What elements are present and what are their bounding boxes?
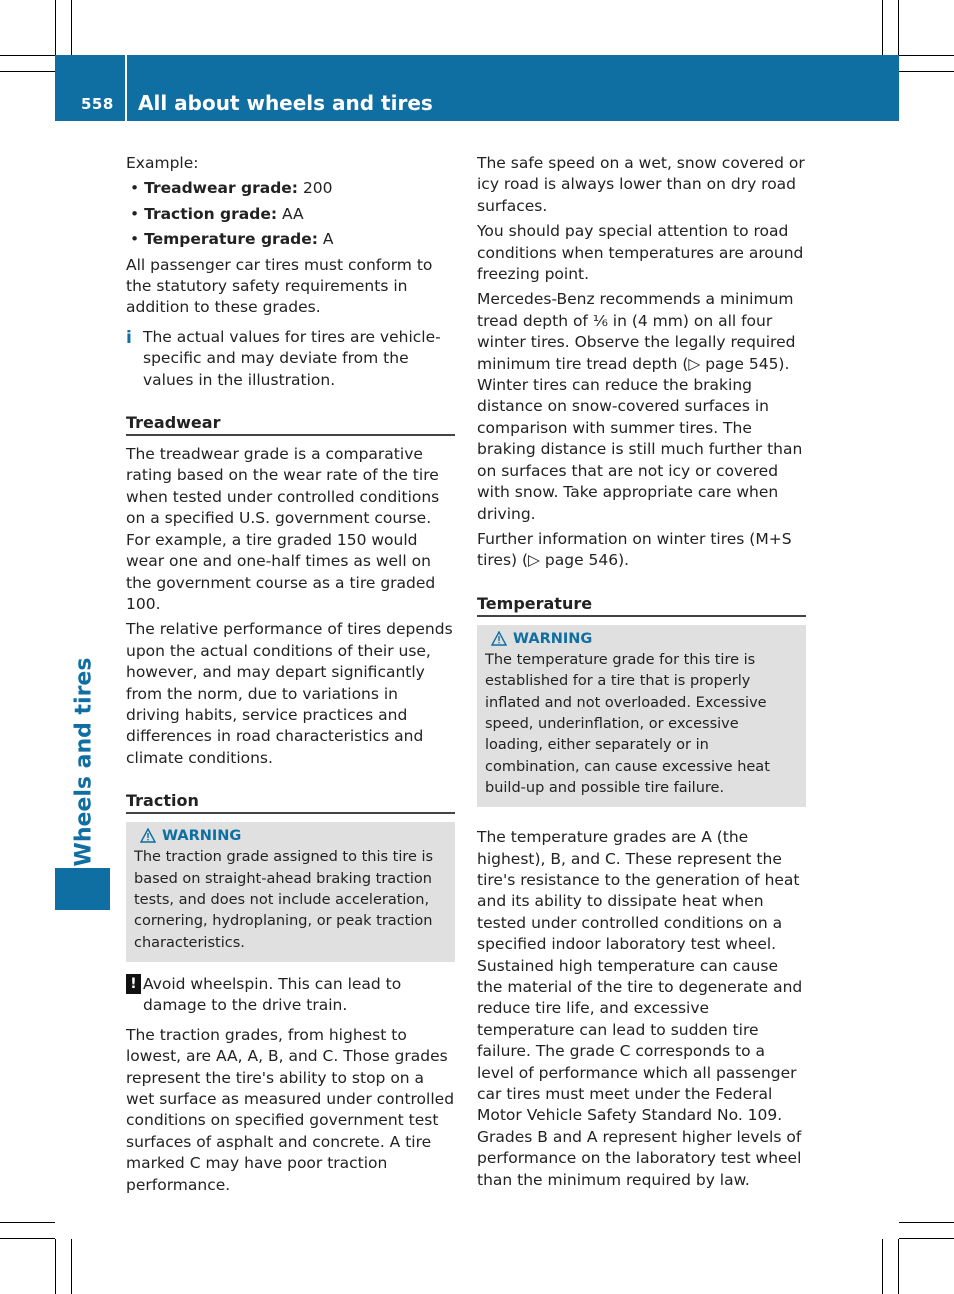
crop-mark [0, 1238, 55, 1239]
info-note-text: The actual values for tires are vehicle-specific and may deviate from the values in the illustration. [143, 327, 441, 389]
warning-header [140, 826, 447, 847]
paragraph-temperature: The temperature grades are A (the highest), B, and C. These represent the tire's resistance to the generation of heat and its ability to dissipate heat when tested under controlled conditions on a specified indoor laboratory test wheel. Sustained high temperature can cause the material of the tire to degenerate and reduce tire life, and excessive temperature can lead to sudden tire failure. The grade C corresponds to a level of performance which all passenger car tires must meet under the Federal Motor Vehicle Safety Standard No. 109. Grades B and A represent higher levels of performance on the laboratory test wheel than the minimum required by law. [477, 828, 803, 1189]
exclamation-icon: ! [126, 974, 141, 994]
crop-mark [0, 71, 55, 72]
crop-mark [55, 0, 56, 55]
paragraph-safe-speed: The safe speed on a wet, snow covered or icy road is always lower than on dry road surfaces. [477, 154, 805, 215]
right-column [477, 153, 806, 1195]
crop-mark [882, 0, 883, 55]
paragraph-traction: The traction grades, from highest to lowest, are AA, A, B, and C. Those grades represent the tire's ability to stop on a wet surface as measured under controlled conditions on specified government test surfaces of asphalt and concrete. A tire marked C may have poor traction performance. [126, 1025, 455, 1194]
section-heading-traction: Traction [126, 791, 455, 814]
info-note [126, 327, 455, 391]
warning-text: The temperature grade for this tire is established for a tire that is properly inflated and not overloaded. Excessive speed, underinflation, or excessive loading, either separately or in combination, can cause excessive heat build-up and possible tire failure. [485, 652, 770, 796]
crop-mark [899, 55, 954, 56]
bullet-value: AA [281, 204, 304, 223]
warning-text: The traction grade assigned to this tire is based on straight-ahead braking traction tests, and does not include acceleration, cornering, hydroplaning, or peak traction characteristics. [134, 849, 434, 951]
crop-mark [0, 1222, 55, 1223]
crop-mark [899, 71, 954, 72]
page-title: All about wheels and tires [138, 91, 433, 115]
list-item: • Traction grade: AA [130, 204, 304, 223]
warning-box-traction [126, 822, 455, 962]
bullet-value: A [322, 230, 334, 249]
info-icon: i [126, 327, 132, 348]
crop-mark [899, 1222, 954, 1223]
warning-box-temperature [477, 625, 806, 807]
crop-mark [882, 1239, 883, 1294]
paragraph-treadwear-1: The treadwear grade is a comparative rating based on the wear rate of the tire when tested under controlled conditions on a specified U.S. government course. For example, a tire graded 150 would wear one and one-half times as well on the government course as a tire graded 100. [126, 445, 440, 613]
crop-mark [898, 0, 899, 55]
section-heading-temperature: Temperature [477, 594, 806, 617]
bullet-label: Treadwear grade: [144, 179, 298, 198]
paragraph-treadwear-2: The relative performance of tires depends upon the actual conditions of their use, however, and may depart significantly from the norm, due to variations in driving habits, service practices and differences in road characteristics and climate conditions. [126, 620, 453, 767]
crop-mark [71, 0, 72, 55]
section-heading-treadwear: Treadwear [126, 413, 455, 436]
warning-triangle-icon [491, 631, 507, 646]
warning-title: WARNING [513, 630, 593, 647]
warning-triangle-icon [140, 828, 156, 843]
header-bar [55, 55, 899, 121]
side-tab-marker [55, 868, 110, 910]
caution-note [126, 974, 455, 1017]
list-item: • Temperature grade: A [130, 230, 334, 249]
crop-mark [898, 1239, 899, 1294]
caution-note-text: Avoid wheelspin. This can lead to damage to the drive train. [143, 974, 402, 1015]
paragraph-conform: All passenger car tires must conform to the statutory safety requirements in addition to these grades. [126, 255, 433, 317]
paragraph-road-conditions: You should pay special attention to road conditions when temperatures are around freezing point. [477, 222, 804, 284]
warning-title: WARNING [162, 828, 242, 845]
warning-header [491, 629, 798, 650]
bullet-label: Traction grade: [144, 204, 278, 223]
bullet-label: Temperature grade: [144, 230, 318, 249]
left-column [126, 153, 455, 1200]
paragraph-tread-depth: Mercedes-Benz recommends a minimum tread depth of ⅙ in (4 mm) on all four winter tires. Observe the legally required minimum tire tread depth (▷ page 545). Winter tires can reduce the braking distance on snow-covered surfaces in comparison with summer tires. The braking distance is still much further than on surfaces that are not icy or covered with snow. Take appropriate care when driving. [477, 290, 803, 523]
crop-mark [899, 1238, 954, 1239]
paragraph-winter-tires: Further information on winter tires (M+S tires) (▷ page 546). [477, 529, 792, 570]
side-tab-label: Wheels and tires [71, 657, 97, 867]
crop-mark [55, 1239, 56, 1294]
bullet-value: 200 [302, 179, 333, 198]
example-label: Example: [126, 154, 199, 172]
crop-mark [0, 55, 55, 56]
crop-mark [71, 1239, 72, 1294]
page-number: 558 [81, 95, 114, 113]
header-divider [125, 55, 127, 121]
list-item: • Treadwear grade: 200 [130, 179, 333, 198]
